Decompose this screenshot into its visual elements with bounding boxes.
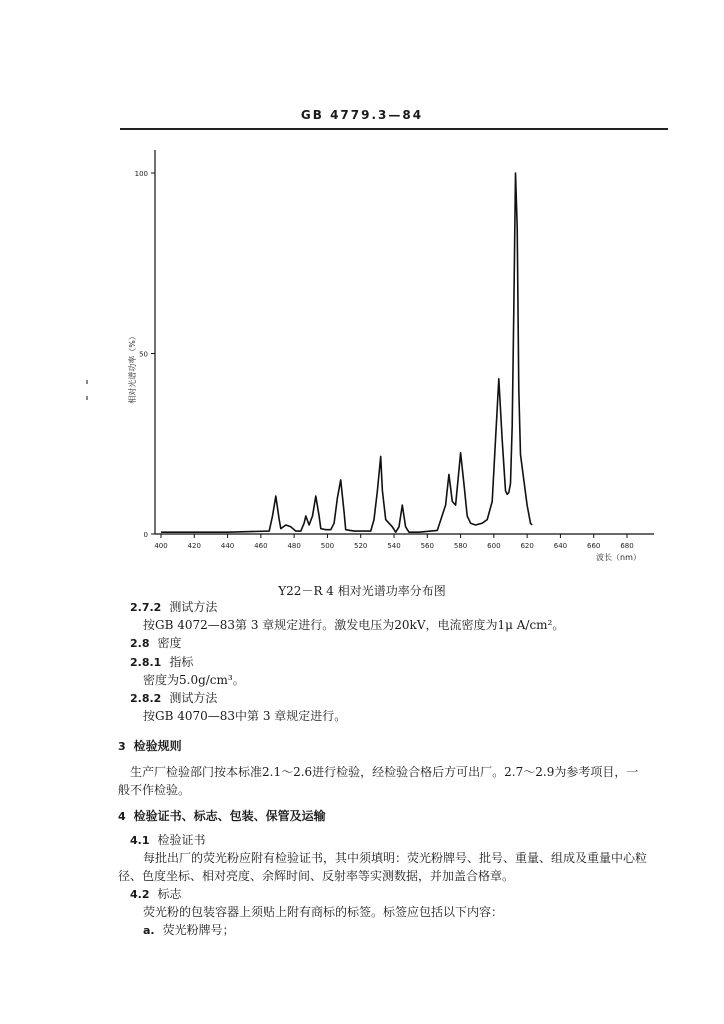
x-tick-label: 500: [320, 542, 335, 550]
body-line: [130, 690, 217, 707]
body-line: [130, 832, 206, 849]
body-line-text: 标志: [157, 887, 182, 901]
y-axis-label: 相对光谱功率（%）: [128, 332, 137, 404]
body-line-text: 密度为5.0g/cm³。: [143, 673, 245, 687]
body-line: [118, 808, 326, 825]
body-line-text: 按GB 4070—83中第 3 章规定进行。: [143, 709, 347, 723]
y-tick-label: 0: [143, 531, 148, 539]
body-line-text: 测试方法: [169, 691, 218, 705]
x-tick-label: 400: [154, 542, 168, 550]
x-tick-label: 580: [453, 542, 468, 550]
x-tick-label: 620: [520, 542, 534, 550]
section-number: 2.8.2: [130, 692, 162, 705]
body-line-text: 般不作检验。: [118, 783, 191, 797]
margin-mark: [86, 380, 88, 384]
body-line-text: 指标: [169, 655, 194, 669]
section-number: 2.7.2: [130, 601, 162, 614]
section-number: 3: [118, 740, 126, 753]
x-tick-label: 560: [420, 542, 434, 550]
body-line-text: 密度: [157, 636, 182, 650]
body-line: [130, 599, 217, 616]
body-line: [118, 868, 514, 884]
body-line: [143, 672, 245, 688]
x-axis-label: 波长（nm）: [596, 553, 641, 562]
figure-caption: Y22－R 4 相对光谱功率分布图: [278, 584, 446, 598]
section-number: 2.8: [130, 637, 150, 650]
x-tick-label: 640: [553, 542, 568, 550]
x-tick-label: 480: [287, 542, 301, 550]
margin-mark: [86, 396, 88, 400]
spectrum-curve: [161, 173, 532, 532]
x-tick-label: 420: [187, 542, 201, 550]
section-number: 4.1: [130, 834, 150, 847]
x-tick-label: 600: [487, 542, 501, 550]
body-line-text: 检验证书、标志、包装、保管及运输: [133, 809, 326, 823]
body-line-text: 生产厂检验部门按本标准2.1～2.6进行检验，经检验合格后方可出厂。2.7～2.9为参考项目，一: [130, 765, 639, 779]
section-number: 4: [118, 810, 126, 823]
x-tick-label: 520: [354, 542, 368, 550]
body-line: [143, 922, 235, 939]
x-tick-label: 540: [387, 542, 401, 550]
body-line: [118, 782, 190, 798]
body-line: [143, 904, 503, 920]
body-line: [130, 635, 182, 652]
body-line-text: 检验证书: [157, 833, 206, 847]
x-tick-label: 680: [620, 542, 634, 550]
body-line: [143, 708, 346, 724]
body-line: [143, 850, 647, 866]
body-line-text: 每批出厂的荧光粉应附有检验证书，其中须填明：荧光粉牌号、批号、重量、组成及重量中心粒: [143, 851, 648, 865]
body-line-text: 荧光粉的包装容器上须贴上附有商标的标签。标签应包括以下内容：: [143, 905, 504, 919]
body-line-text: 按GB 4072—83第 3 章规定进行。激发电压为20kV，电流密度为1μ A/cm²。: [143, 618, 565, 632]
body-line-text: 径、色度坐标、相对亮度、余辉时间、反射率等实测数据，并加盖合格章。: [118, 869, 515, 883]
x-tick-label: 440: [220, 542, 235, 550]
y-tick-label: 100: [134, 170, 148, 178]
body-line-text: 检验规则: [133, 739, 182, 753]
body-line: [143, 617, 564, 633]
y-tick-label: 50: [139, 350, 148, 359]
section-number: a.: [143, 924, 155, 937]
body-line-text: 测试方法: [169, 600, 218, 614]
body-line-text: 荧光粉牌号；: [162, 923, 235, 937]
body-line: [118, 738, 182, 755]
section-number: 4.2: [130, 888, 150, 901]
x-tick-label: 460: [254, 542, 268, 550]
section-number: 2.8.1: [130, 656, 162, 669]
body-line: [130, 654, 193, 671]
x-tick-label: 660: [587, 542, 601, 550]
body-line: [130, 764, 638, 780]
standard-number: GB 4779.3—84: [300, 108, 424, 122]
body-line: [130, 886, 182, 903]
